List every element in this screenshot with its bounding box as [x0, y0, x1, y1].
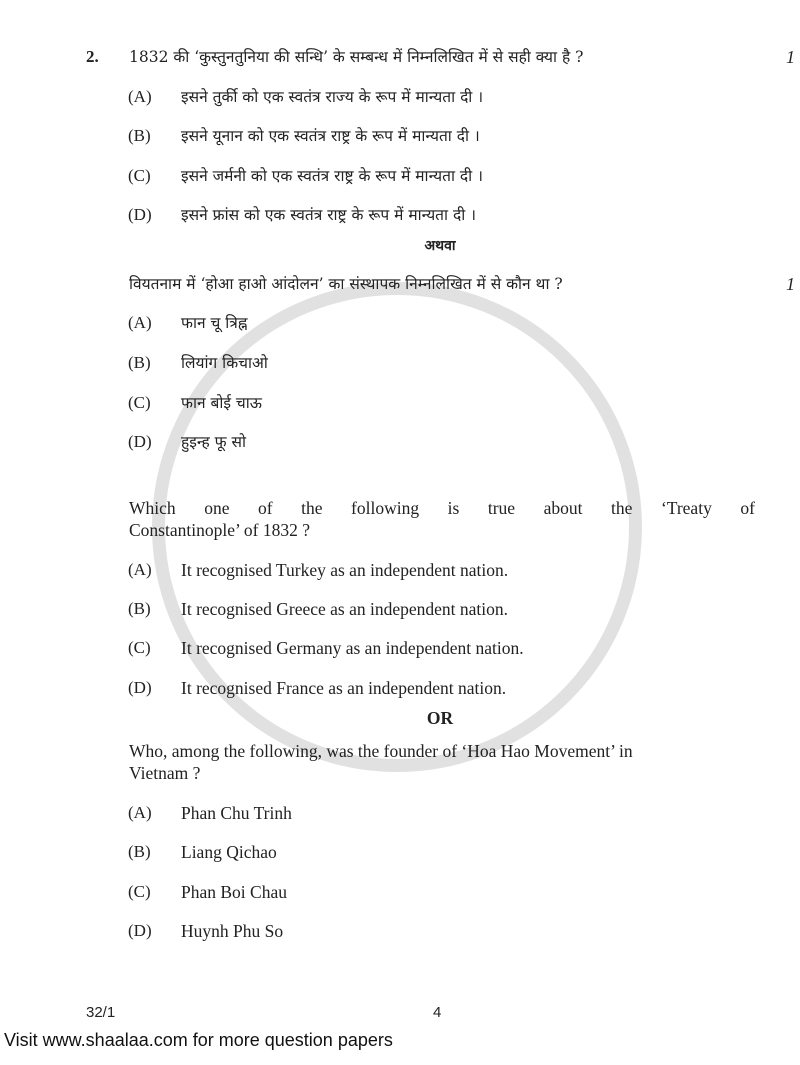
english-question-stem-line1-row: [0, 498, 800, 518]
option-row: [0, 638, 800, 658]
option-label: (A): [128, 560, 152, 579]
option-row: [0, 126, 800, 146]
option-row: [0, 599, 800, 619]
english-question-stem-line2-row: [0, 520, 800, 540]
word: of: [740, 498, 755, 518]
word: of: [258, 498, 273, 518]
option-label: (C): [128, 882, 151, 901]
option-row: [0, 353, 800, 373]
option-text: इसने फ्रांस को एक स्वतंत्र राष्ट्र के रूप में मान्यता दी ।: [181, 206, 477, 224]
or-row-hindi: [0, 236, 800, 256]
option-label: (C): [128, 166, 151, 185]
option-text: इसने तुर्की को एक स्वतंत्र राज्य के रूप में मान्यता दी ।: [181, 88, 484, 106]
option-text: It recognised Germany as an independent nation.: [181, 638, 524, 658]
hindi-question-row: [0, 47, 800, 67]
option-label: (B): [128, 353, 151, 372]
option-text: Huynh Phu So: [181, 921, 284, 941]
word: the: [301, 498, 323, 518]
footer-row: [0, 1003, 800, 1023]
option-label: (A): [128, 313, 152, 332]
marks: 1: [786, 47, 795, 67]
question-number: 2.: [86, 47, 99, 66]
option-row: [0, 921, 800, 941]
option-row: [0, 560, 800, 580]
english-alt-question-row-2: [0, 763, 800, 783]
english-alt-question-row: [0, 741, 800, 761]
option-text: फान बोई चाऊ: [181, 394, 262, 412]
paper-code: 32/1: [86, 1004, 116, 1021]
option-label: (D): [128, 921, 152, 940]
marks: 1: [786, 274, 795, 294]
option-text: फान चू त्रिह्न: [181, 314, 248, 332]
option-text: इसने यूनान को एक स्वतंत्र राष्ट्र के रूप में मान्यता दी ।: [181, 127, 480, 145]
word: one: [204, 498, 230, 518]
option-text: हुइन्ह फू सो: [181, 433, 247, 451]
or-row-english: [0, 708, 800, 728]
hindi-question-stem: 1832 की ‘कुस्तुनतुनिया की सन्धि’ के सम्बन्ध में निम्नलिखित में से सही क्या है ?: [129, 48, 584, 66]
english-alt-question-stem-line1: Who, among the following, was the founder of ‘Hoa Hao Movement’ in: [129, 741, 633, 761]
option-row: [0, 882, 800, 902]
option-row: [0, 803, 800, 823]
word: Which: [129, 498, 176, 518]
option-row: [0, 393, 800, 413]
visit-row: [0, 1030, 800, 1050]
english-question-stem-line2: Constantinople’ of 1832 ?: [129, 520, 310, 540]
option-text: It recognised France as an independent nation.: [181, 678, 507, 698]
option-text: Liang Qichao: [181, 842, 277, 862]
option-text: लियांग किचाओ: [181, 354, 268, 372]
option-row: [0, 432, 800, 452]
option-label: (A): [128, 803, 152, 822]
word: about: [543, 498, 583, 518]
option-row: [0, 842, 800, 862]
option-label: (D): [128, 205, 152, 224]
option-text: Phan Boi Chau: [181, 882, 287, 902]
option-label: (C): [128, 638, 151, 657]
word: the: [611, 498, 633, 518]
or-divider-hindi: अथवा: [424, 238, 456, 254]
option-label: (B): [128, 599, 151, 618]
option-label: (B): [128, 842, 151, 861]
word: is: [447, 498, 460, 518]
option-label: (D): [128, 678, 152, 697]
visit-link[interactable]: Visit www.shaalaa.com for more question papers: [4, 1030, 393, 1050]
word: true: [487, 498, 516, 518]
option-label: (B): [128, 126, 151, 145]
word: following: [351, 498, 420, 518]
option-text: It recognised Greece as an independent nation.: [181, 599, 509, 619]
option-text: It recognised Turkey as an independent nation.: [181, 560, 509, 580]
or-divider-english: OR: [426, 708, 454, 728]
word: ‘Treaty: [660, 498, 712, 518]
hindi-alt-question-row: [0, 274, 800, 294]
option-label: (D): [128, 432, 152, 451]
option-label: (C): [128, 393, 151, 412]
hindi-alt-question-stem: वियतनाम में ‘होआ हाओ आंदोलन’ का संस्थापक निम्नलिखित में से कौन था ?: [129, 275, 563, 293]
english-question-stem-line1: [129, 498, 755, 518]
english-alt-question-stem-line2: Vietnam ?: [129, 763, 201, 783]
option-row: [0, 166, 800, 186]
option-label: (A): [128, 87, 152, 106]
option-row: [0, 313, 800, 333]
option-text: Phan Chu Trinh: [181, 803, 292, 823]
option-row: [0, 87, 800, 107]
option-row: [0, 205, 800, 225]
page-number: 4: [433, 1004, 442, 1021]
option-row: [0, 678, 800, 698]
option-text: इसने जर्मनी को एक स्वतंत्र राष्ट्र के रूप में मान्यता दी ।: [181, 167, 483, 185]
